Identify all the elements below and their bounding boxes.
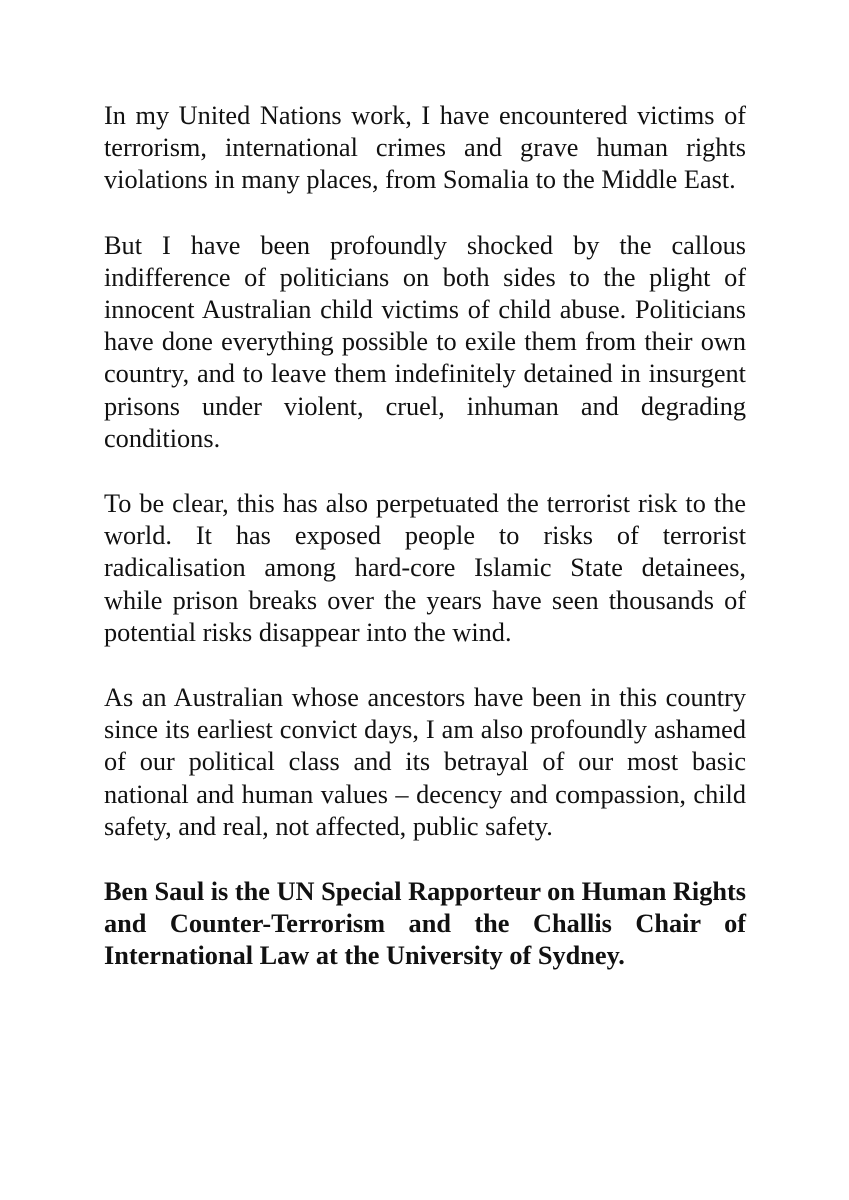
paragraph-terrorist-risk: To be clear, this has also perpetuated the terrorist risk to the world. It has exposed people to risks of terrorist radicalisation among hard-core Islamic State detainees, while prison breaks over the years have seen thousands of potential risks disappear into the wind.	[104, 489, 746, 647]
paragraph-politicians-indifference: But I have been profoundly shocked by the callous indifference of politicians on both sides to the plight of innocent Australian child victims of child abuse. Politicians have done everything possible to exile them from their own country, and to leave them indefinitely detained in insurgent prisons under violent, cruel, inhuman and degrading conditions.	[104, 230, 746, 453]
author-bio: Ben Saul is the UN Special Rapporteur on Human Rights and Counter-Terrorism and the Challis Chair of International Law at the University of Sydney.	[104, 877, 746, 971]
article-body	[104, 100, 746, 1006]
paragraph-un-work: In my United Nations work, I have encountered victims of terrorism, international crimes and grave human rights violations in many places, from Somalia to the Middle East.	[104, 101, 746, 195]
paragraph-national-values: As an Australian whose ancestors have been in this country since its earliest convict days, I am also profoundly ashamed of our political class and its betrayal of our most basic national and human values – decency and compassion, child safety, and real, not affected, public safety.	[104, 683, 746, 841]
